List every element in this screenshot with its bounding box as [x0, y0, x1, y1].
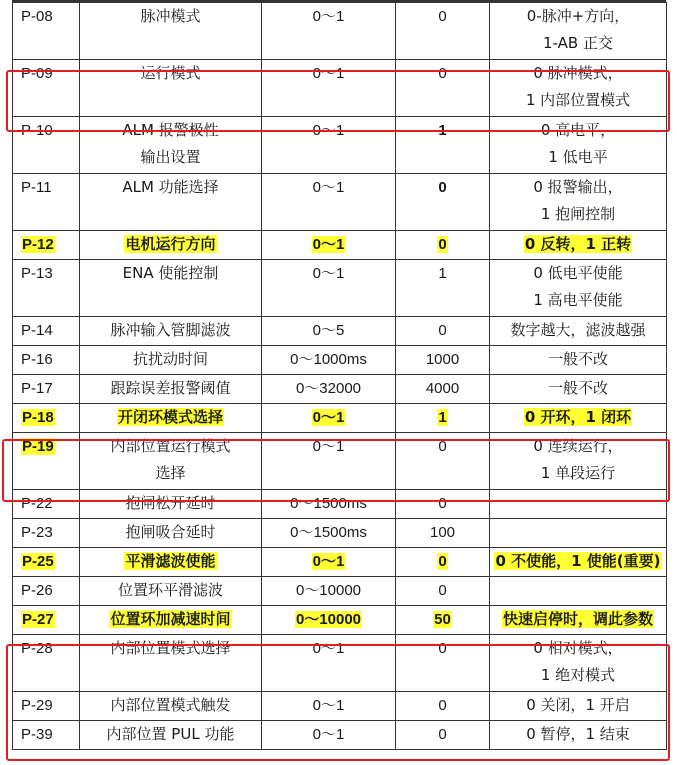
- param-name: 内部位置模式选择: [110, 639, 231, 657]
- param-name-line: [80, 3, 261, 30]
- param-name: 跟踪误差报警阈值: [110, 379, 231, 397]
- param-desc: 0 相对模式，: [533, 639, 623, 657]
- param-desc-cell: [490, 3, 667, 60]
- param-code: P-13: [21, 265, 53, 282]
- param-code-cell: [13, 548, 80, 577]
- param-desc-cell: [490, 519, 667, 548]
- param-name-line: [80, 231, 261, 258]
- param-code: P-19: [22, 438, 54, 455]
- param-range: 0～1500ms: [290, 524, 367, 541]
- param-range-cell: [262, 404, 396, 433]
- param-name: 内部位置 PUL 功能: [106, 725, 235, 743]
- param-desc: 1 绝对模式: [540, 666, 616, 684]
- param-name: ENA 使能控制: [122, 264, 219, 282]
- red-box-p28-p39: [6, 644, 670, 761]
- param-default: 4000: [425, 380, 460, 397]
- param-name-line: [80, 144, 261, 171]
- param-name: 输出设置: [140, 148, 201, 166]
- param-code: P-25: [22, 553, 54, 570]
- param-default: 0: [438, 582, 447, 599]
- param-name-cell: [80, 231, 262, 260]
- param-name-line: [80, 317, 261, 344]
- param-name-cell: [80, 519, 262, 548]
- table-row: [13, 548, 667, 577]
- param-default: 0: [438, 65, 447, 82]
- param-code: P-16: [21, 351, 53, 368]
- param-range: 0～5: [312, 322, 345, 339]
- param-name-line: [80, 548, 261, 575]
- param-range-cell: [262, 346, 396, 375]
- param-code: P-17: [21, 380, 53, 397]
- param-default-cell: [396, 317, 490, 346]
- param-desc: 1 高电平使能: [533, 291, 623, 309]
- param-desc-line: [490, 548, 666, 575]
- param-range: 0～1: [312, 122, 345, 139]
- table-row: [13, 346, 667, 375]
- param-code: P-27: [22, 611, 54, 628]
- param-code: P-18: [22, 409, 54, 426]
- param-name: 抗扰动时间: [132, 350, 208, 368]
- param-desc-cell: [490, 346, 667, 375]
- param-desc: 0 连续运行，: [533, 437, 623, 455]
- table-row: [13, 606, 667, 635]
- param-range-cell: [262, 577, 396, 606]
- param-desc: 0 关闭，1 开启: [526, 696, 630, 714]
- param-code-cell: [13, 317, 80, 346]
- param-default: 1: [438, 265, 447, 282]
- param-name: 开闭环模式选择: [117, 408, 223, 426]
- param-desc-line: [490, 201, 666, 228]
- param-desc-line: [490, 404, 666, 431]
- param-range: 0～1: [312, 409, 345, 426]
- param-desc-cell: [490, 606, 667, 635]
- param-code: P-11: [21, 179, 52, 196]
- param-range: 0～1: [312, 697, 345, 714]
- param-name: 抱闸松开延时: [125, 494, 216, 512]
- param-name-line: [80, 606, 261, 633]
- param-code: P-10: [21, 122, 53, 139]
- param-range: 0～1: [312, 236, 345, 253]
- param-desc: 0-脉冲+方向，: [526, 7, 630, 25]
- param-name: ALM 报警极性: [122, 121, 219, 139]
- param-default-cell: [396, 3, 490, 60]
- param-range-cell: [262, 231, 396, 260]
- param-range: 0～1000ms: [290, 351, 367, 368]
- param-desc-cell: [490, 375, 667, 404]
- param-default-cell: [396, 231, 490, 260]
- param-desc: 1 抱闸控制: [540, 205, 616, 223]
- param-default-cell: [396, 606, 490, 635]
- param-desc-line: [490, 30, 666, 57]
- param-code-cell: [13, 404, 80, 433]
- red-box-p19: [2, 439, 670, 502]
- param-code: P-08: [21, 8, 53, 25]
- param-name-line: [80, 260, 261, 287]
- param-default-cell: [396, 577, 490, 606]
- param-name: 平滑滤波使能: [125, 552, 216, 570]
- param-desc: 一般不改: [547, 379, 608, 397]
- param-name: 运行模式: [140, 64, 201, 82]
- param-range: 0～10000: [295, 611, 362, 628]
- param-name-cell: [80, 548, 262, 577]
- param-name: 内部位置运行模式: [110, 437, 231, 455]
- param-name-cell: [80, 606, 262, 635]
- param-default: 1000: [425, 351, 460, 368]
- param-name-line: [80, 346, 261, 373]
- param-name: 脉冲输入管脚滤波: [110, 321, 231, 339]
- param-desc-line: [490, 174, 666, 201]
- param-desc-line: [490, 317, 666, 344]
- param-desc-cell: [490, 548, 667, 577]
- table-row: [13, 375, 667, 404]
- param-range-cell: [262, 375, 396, 404]
- param-default-cell: [396, 519, 490, 548]
- param-desc: 0 报警输出，: [533, 178, 623, 196]
- param-default-cell: [396, 346, 490, 375]
- param-name-line: [80, 519, 261, 546]
- param-code: P-12: [22, 236, 54, 253]
- param-name-cell: [80, 346, 262, 375]
- param-name-cell: [80, 404, 262, 433]
- param-desc-line: [490, 3, 666, 30]
- param-desc: 快速启停时，调此参数: [502, 610, 653, 628]
- param-default: 0: [438, 8, 447, 25]
- param-range-cell: [262, 317, 396, 346]
- param-code-cell: [13, 577, 80, 606]
- param-range: 0～1: [312, 8, 345, 25]
- param-range-cell: [262, 606, 396, 635]
- param-desc: 0 开环，1 闭环: [524, 408, 632, 426]
- param-default: 0: [438, 640, 447, 657]
- param-desc-line: [490, 260, 666, 287]
- param-code-cell: [13, 260, 80, 317]
- param-desc: 1 内部位置模式: [525, 91, 631, 109]
- param-default-cell: [396, 548, 490, 577]
- param-range-cell: [262, 548, 396, 577]
- param-name-cell: [80, 577, 262, 606]
- param-default: 0: [438, 322, 447, 339]
- param-default: 0: [438, 697, 447, 714]
- param-code-cell: [13, 346, 80, 375]
- param-desc-cell: [490, 577, 667, 606]
- param-range-cell: [262, 3, 396, 60]
- param-name: 抱闸吸合延时: [125, 523, 216, 541]
- param-default: 1: [438, 409, 447, 426]
- param-default: 0: [438, 553, 447, 570]
- param-default: 0: [438, 179, 447, 196]
- param-default-cell: [396, 375, 490, 404]
- param-default: 0: [438, 726, 447, 743]
- param-desc: 0 反转，1 正转: [524, 235, 632, 253]
- param-default: 0: [438, 495, 447, 512]
- param-name-line: [80, 577, 261, 604]
- param-name-cell: [80, 174, 262, 231]
- param-desc: 0 高电平，: [540, 121, 616, 139]
- param-range: 0～1: [312, 726, 345, 743]
- table-row: [13, 317, 667, 346]
- param-name: 内部位置模式触发: [110, 696, 231, 714]
- param-desc: 1-AB 正交: [543, 34, 613, 52]
- param-range-cell: [262, 260, 396, 317]
- param-range: 0～1: [312, 640, 345, 657]
- param-name: 电机运行方向: [125, 235, 216, 253]
- param-name-cell: [80, 375, 262, 404]
- param-code-cell: [13, 174, 80, 231]
- param-name: 位置环平滑滤波: [117, 581, 223, 599]
- param-desc-line: [490, 346, 666, 373]
- param-range: 0～10000: [295, 582, 362, 599]
- table-row: [13, 404, 667, 433]
- param-code-cell: [13, 231, 80, 260]
- param-code: P-23: [21, 524, 53, 541]
- param-range-cell: [262, 174, 396, 231]
- param-range: 0～1: [312, 179, 345, 196]
- param-code: P-29: [21, 697, 53, 714]
- table-row: [13, 519, 667, 548]
- table-row: [13, 3, 667, 60]
- param-default: 1: [438, 122, 447, 139]
- param-default: 50: [434, 611, 451, 628]
- param-desc-line: [490, 375, 666, 402]
- param-default: 0: [438, 438, 447, 455]
- param-name: 选择: [155, 464, 186, 482]
- param-range: 0～1: [312, 438, 345, 455]
- param-desc-line: [490, 231, 666, 258]
- param-code: P-26: [21, 582, 53, 599]
- param-name-cell: [80, 3, 262, 60]
- param-name-line: [80, 375, 261, 402]
- table-row: [13, 231, 667, 260]
- param-code-cell: [13, 375, 80, 404]
- param-name: 脉冲模式: [140, 7, 201, 25]
- param-code: P-09: [21, 65, 53, 82]
- param-desc-cell: [490, 174, 667, 231]
- param-desc: 0 暂停，1 结束: [526, 725, 630, 743]
- param-desc-line: [490, 606, 666, 633]
- param-name-line: [80, 174, 261, 201]
- param-default-cell: [396, 404, 490, 433]
- param-code: P-22: [21, 495, 53, 512]
- param-desc-cell: [490, 317, 667, 346]
- param-code-cell: [13, 3, 80, 60]
- param-range: 0～1: [312, 65, 345, 82]
- param-default-cell: [396, 174, 490, 231]
- param-code-cell: [13, 519, 80, 548]
- param-range: 0～1500ms: [290, 495, 367, 512]
- param-desc-cell: [490, 231, 667, 260]
- param-desc: 一般不改: [547, 350, 608, 368]
- param-desc: 0 低电平使能: [533, 264, 623, 282]
- param-code: P-14: [21, 322, 53, 339]
- param-desc: 0 不使能，1 使能(重要): [495, 552, 661, 570]
- param-default-cell: [396, 260, 490, 317]
- param-desc: 1 单段运行: [540, 464, 616, 482]
- param-desc-cell: [490, 260, 667, 317]
- table-row: [13, 577, 667, 606]
- param-name-cell: [80, 260, 262, 317]
- param-range: 0～32000: [295, 380, 362, 397]
- param-desc-line: [490, 287, 666, 314]
- param-desc-line: [490, 144, 666, 171]
- param-name: ALM 功能选择: [122, 178, 219, 196]
- param-name-line: [80, 404, 261, 431]
- param-default: 0: [438, 236, 447, 253]
- param-range: 0～1: [312, 265, 345, 282]
- param-code: P-28: [21, 640, 53, 657]
- param-name: 位置环加减速时间: [110, 610, 231, 628]
- param-default: 100: [429, 524, 456, 541]
- param-desc: 数字越大，滤波越强: [510, 321, 646, 339]
- red-box-p09: [6, 70, 670, 132]
- param-desc-cell: [490, 404, 667, 433]
- table-row: [13, 260, 667, 317]
- param-range-cell: [262, 519, 396, 548]
- param-code-cell: [13, 606, 80, 635]
- param-desc: 0 脉冲模式，: [533, 64, 623, 82]
- param-code: P-39: [21, 726, 53, 743]
- param-name-cell: [80, 317, 262, 346]
- param-range: 0～1: [312, 553, 345, 570]
- param-desc: 1 低电平: [548, 148, 608, 166]
- table-row: [13, 174, 667, 231]
